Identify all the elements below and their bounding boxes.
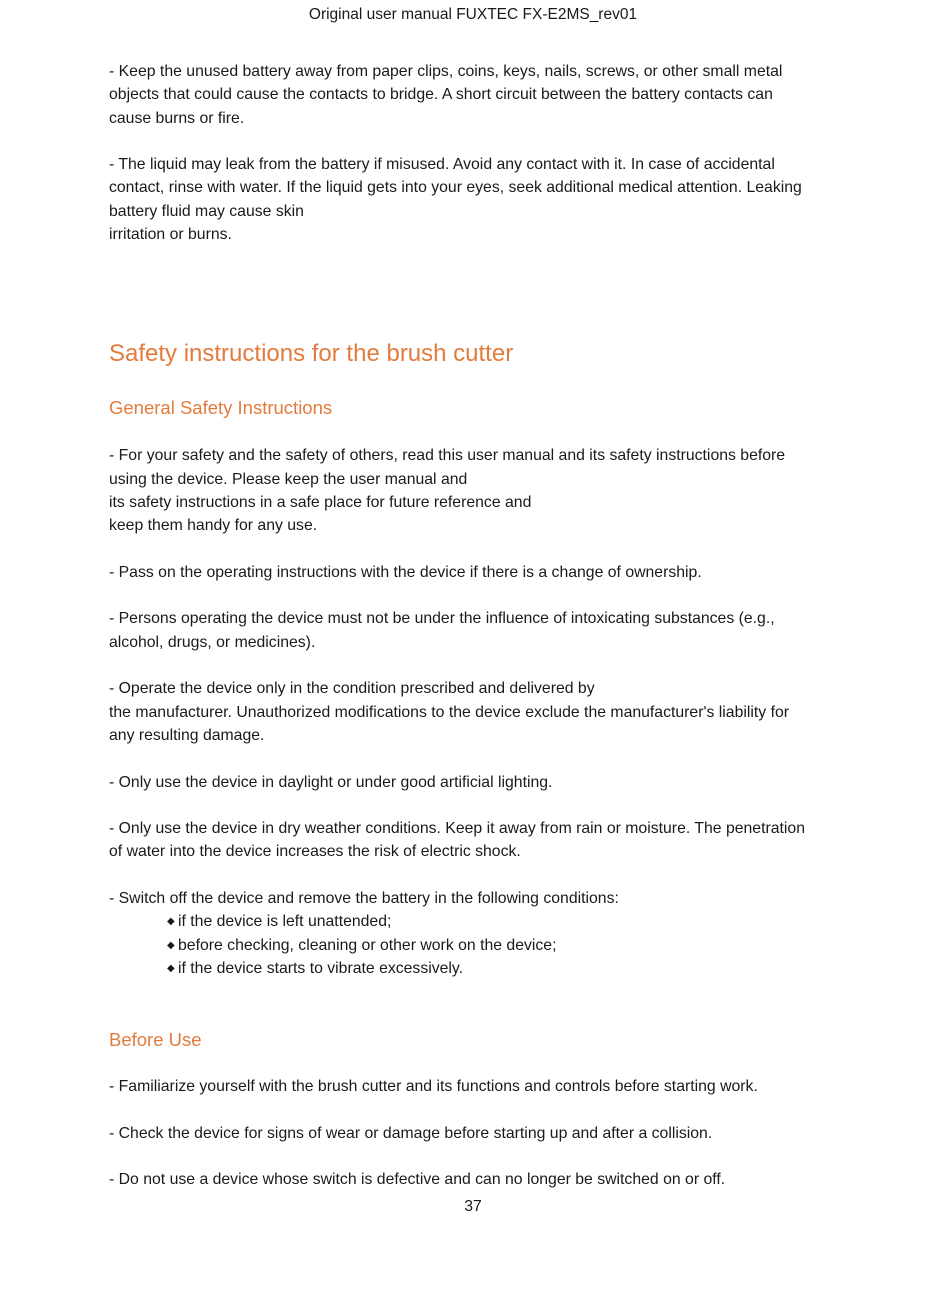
text-line: - Only use the device in dry weather conditions. Keep it away from rain or moisture. The penetration <box>109 820 805 838</box>
switch-off-intro: - Switch off the device and remove the battery in the following conditions: <box>109 890 619 908</box>
section-title: Safety instructions for the brush cutter <box>109 340 514 368</box>
battery-warning-leak <box>109 153 849 246</box>
before-use-defective-switch: - Do not use a device whose switch is defective and can no longer be switched on or off. <box>109 1171 726 1189</box>
text-line: - Persons operating the device must not be under the influence of intoxicating substances (e.g., <box>109 610 775 628</box>
text-line: keep them handy for any use. <box>109 517 318 535</box>
text-line: - Operate the device only in the condition prescribed and delivered by <box>109 680 595 698</box>
text-line: contact, rinse with water. If the liquid gets into your eyes, seek additional medical attention. Leaking <box>109 179 802 197</box>
text-line: - The liquid may leak from the battery if misused. Avoid any contact with it. In case of accidental <box>109 156 775 174</box>
document-body <box>109 60 849 1192</box>
before-use-familiarize: - Familiarize yourself with the brush cutter and its functions and controls before starting work. <box>109 1078 758 1096</box>
text-line: cause burns or fire. <box>109 109 245 127</box>
text-line: - Pass on the operating instructions with the device if there is a change of ownership. <box>109 563 702 581</box>
text-line: its safety instructions in a safe place for future reference and <box>109 493 532 511</box>
general-paragraph-read-manual <box>109 444 849 537</box>
text-line: objects that could cause the contacts to bridge. A short circuit between the battery contacts can <box>109 86 773 104</box>
list-item: ◆ before checking, cleaning or other work on the device; <box>167 934 849 957</box>
text-line: battery fluid may cause skin <box>109 202 304 220</box>
list-item: ◆ if the device starts to vibrate excessively. <box>167 957 849 980</box>
general-paragraph-lighting <box>109 771 849 794</box>
text-line: any resulting damage. <box>109 726 265 744</box>
diamond-bullet-icon: ◆ <box>167 916 175 928</box>
text-line: alcohol, drugs, or medicines). <box>109 633 316 651</box>
text-line: of water into the device increases the risk of electric shock. <box>109 843 521 861</box>
text-line: using the device. Please keep the user manual and <box>109 470 468 488</box>
list-item: ◆ if the device is left unattended; <box>167 910 849 933</box>
page-number: 37 <box>464 1198 482 1215</box>
diamond-bullet-icon: ◆ <box>167 962 175 974</box>
diamond-bullet-icon: ◆ <box>167 939 175 951</box>
text-line: - For your safety and the safety of others, read this user manual and its safety instructions before <box>109 447 786 465</box>
general-paragraph-intoxication <box>109 607 849 654</box>
text-line: irritation or burns. <box>109 226 232 244</box>
before-use-check-wear: - Check the device for signs of wear or damage before starting up and after a collision. <box>109 1124 713 1142</box>
text-line: - Only use the device in daylight or under good artificial lighting. <box>109 773 553 791</box>
general-paragraph-weather <box>109 817 849 864</box>
page-header: Original user manual FUXTEC FX-E2MS_rev01 <box>308 6 638 23</box>
text-line: - Keep the unused battery away from paper clips, coins, keys, nails, screws, or other small metal <box>109 63 783 80</box>
general-paragraph-ownership <box>109 561 849 584</box>
text-line: the manufacturer. Unauthorized modifications to the device exclude the manufacturer's liability for <box>109 703 790 721</box>
general-safety-heading: General Safety Instructions <box>109 397 333 419</box>
battery-warning-contacts <box>109 60 849 130</box>
general-paragraph-modifications <box>109 677 849 747</box>
switch-off-list <box>109 910 849 980</box>
before-use-heading: Before Use <box>109 1029 202 1051</box>
